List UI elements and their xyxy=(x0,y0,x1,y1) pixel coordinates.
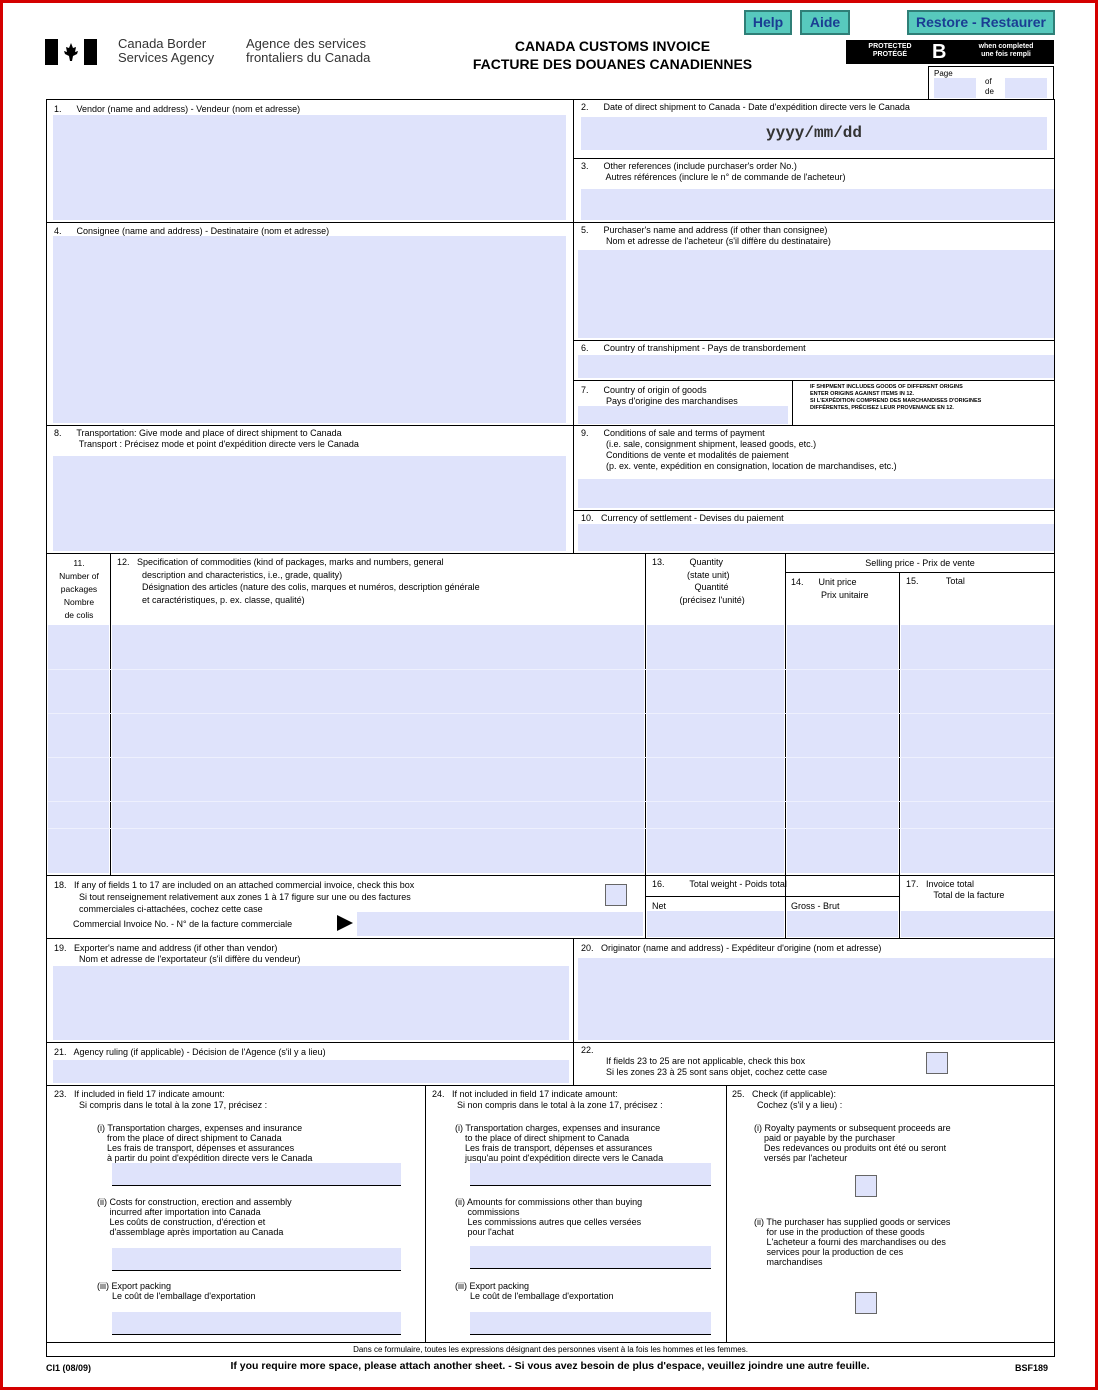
form-code: BSF189 xyxy=(1015,1363,1049,1373)
aide-button[interactable]: Aide xyxy=(800,10,850,35)
f24-commissions-input[interactable] xyxy=(470,1246,711,1268)
gross-weight-input[interactable] xyxy=(787,911,898,937)
transhipment-country-input[interactable] xyxy=(578,355,1054,378)
field-5-label: 5. Purchaser's name and address (if other than consignee) Nom et adresse de l'acheteur (s'il diffère du destinataire) xyxy=(581,225,831,246)
field-24-label: 24. If not included in field 17 indicate amount: Si non compris dans le total à la zone 17, précisez : xyxy=(432,1089,663,1110)
field-22-label: 22. If fields 23 to 25 are not applicable, check this box Si les zones 23 à 25 sont sans objet, cochez cette case xyxy=(581,1045,828,1077)
gender-note: Dans ce formulaire, toutes les expressions désignant des personnes visent à la fois les hommes et les femmes. xyxy=(353,1345,748,1354)
field-24-iii-label: (iii) Export packing Le coût de l'emballage d'exportation xyxy=(455,1281,614,1301)
field-16-label: 16. Total weight - Poids total xyxy=(652,879,787,889)
form-title-fr: FACTURE DES DOUANES CANADIENNES xyxy=(472,56,753,72)
field-10-label: 10. Currency of settlement - Devises du paiement xyxy=(581,513,784,523)
field-2-label: 2. Date of direct shipment to Canada - Date d'expédition directe vers le Canada xyxy=(581,102,910,112)
field-23-iii-label: (iii) Export packing Le coût de l'emballage d'exportation xyxy=(97,1281,256,1301)
originator-input[interactable] xyxy=(578,958,1054,1040)
field-7-label: 7. Country of origin of goods Pays d'origine des marchandises xyxy=(581,385,738,406)
help-button[interactable]: Help xyxy=(744,10,792,35)
canada-flag-icon xyxy=(45,39,97,65)
net-weight-label: Net xyxy=(652,901,667,911)
field-12-label: 12. Specification of commodities (kind of packages, marks and numbers, general description and characteristics, i.e., grade, quality) Désignation des articles (nature des colis, marques et numéros, description générale et caractéristiques, p. ex. classe, qualité) xyxy=(117,557,480,605)
total-column-input[interactable] xyxy=(901,625,1054,873)
not-applicable-checkbox[interactable] xyxy=(926,1052,948,1074)
field-17-label: 17. Invoice total Total de la facture xyxy=(906,879,1005,900)
agency-name-en: Canada Border Services Agency xyxy=(118,36,215,65)
shipment-date-input[interactable]: yyyy/mm/dd xyxy=(581,117,1047,150)
f24-transport-input[interactable] xyxy=(470,1163,711,1185)
exporter-input[interactable] xyxy=(53,966,569,1040)
field-23-label: 23. If included in field 17 indicate amount: Si compris dans le total à la zone 17, précisez : xyxy=(54,1089,268,1110)
selling-price-label: Selling price - Prix de vente xyxy=(865,558,975,568)
supplied-goods-checkbox[interactable] xyxy=(855,1292,877,1314)
packages-column-input[interactable] xyxy=(48,625,109,873)
origin-country-input[interactable] xyxy=(578,406,788,424)
page-number-input[interactable] xyxy=(934,78,976,98)
specification-column-input[interactable] xyxy=(112,625,644,873)
field-24-ii-label: (ii) Amounts for commissions other than buying commissions Les commissions autres que celles versées pour l'achat xyxy=(455,1197,643,1237)
transportation-input[interactable] xyxy=(53,456,566,551)
field-23-i-label: (i) Transportation charges, expenses and insurance from the place of direct shipment to Canada Les frais de transport, dépenses et assurances à partir du point d'expédition directe vers le Canada xyxy=(97,1123,313,1163)
vendor-input[interactable] xyxy=(53,115,566,220)
of-label: of de xyxy=(985,77,994,96)
field-13-label: 13. Quantity (state unit) Quantité (précisez l'unité) xyxy=(652,557,745,605)
field-20-label: 20. Originator (name and address) - Expéditeur d'origine (nom et adresse) xyxy=(581,943,882,953)
quantity-column-input[interactable] xyxy=(647,625,784,873)
field-25-i-label: (i) Royalty payments or subsequent proceeds are paid or payable by the purchaser Des redevances ou produits ont été ou seront versés par l'acheteur xyxy=(754,1123,951,1163)
field-24-i-label: (i) Transportation charges, expenses and insurance to the place of direct shipment to Canada Les frais de transport, dépenses et assurances jusqu'au point d'expédition directe vers le Canada xyxy=(455,1123,664,1163)
field-7-note: IF SHIPMENT INCLUDES GOODS OF DIFFERENT ORIGINS ENTER ORIGINS AGAINST ITEMS IN 12. SI L'EXPÉDITION COMPREND DES MARCHANDISES D'ORIGINES DIFFÉRENTES, PRÉCISEZ LEUR PROVENANCE EN 12. xyxy=(810,384,982,411)
f23-packing-input[interactable] xyxy=(112,1312,401,1334)
f23-transport-input[interactable] xyxy=(112,1163,401,1185)
commercial-invoice-input[interactable] xyxy=(357,912,643,936)
attached-invoice-checkbox[interactable] xyxy=(605,884,627,906)
protected-label: PROTECTED PROTÉGÉ xyxy=(868,43,912,58)
net-weight-input[interactable] xyxy=(647,911,784,937)
field-11-label: 11. Number of packages Nombre de colis xyxy=(59,558,99,620)
field-23-ii-label: (ii) Costs for construction, erection and assembly incurred after importation into Canada Les coûts de construction, d'érection et d'assemblage après importation au Canada xyxy=(97,1197,292,1237)
unit-price-column-input[interactable] xyxy=(787,625,898,873)
field-25-ii-label: (ii) The purchaser has supplied goods or services for use in the production of these goods L'acheteur a fourni des marchandises ou des services pour la production de ces marchandises xyxy=(754,1217,951,1267)
invoice-total-input[interactable] xyxy=(901,911,1054,937)
purchaser-input[interactable] xyxy=(578,250,1054,338)
page-label: Page xyxy=(934,69,953,78)
field-8-label: 8. Transportation: Give mode and place of direct shipment to Canada Transport : Précisez mode et point d'expédition directe vers le Canada xyxy=(54,428,359,449)
arrow-right-icon xyxy=(337,915,353,931)
royalty-checkbox[interactable] xyxy=(855,1175,877,1197)
other-references-input[interactable] xyxy=(581,189,1054,220)
page-total-input[interactable] xyxy=(1005,78,1047,98)
field-3-label: 3. Other references (include purchaser's order No.) Autres références (inclure le n° de commande de l'acheteur) xyxy=(581,161,846,182)
field-21-label: 21. Agency ruling (if applicable) - Décision de l'Agence (s'il y a lieu) xyxy=(54,1047,326,1057)
field-19-label: 19. Exporter's name and address (if other than vendor) Nom et adresse de l'exportateur (s'il diffère du vendeur) xyxy=(54,943,301,964)
field-25-label: 25. Check (if applicable): Cochez (s'il y a lieu) : xyxy=(732,1089,843,1110)
protected-b-banner xyxy=(846,40,1054,64)
conditions-of-sale-input[interactable] xyxy=(578,479,1054,508)
consignee-input[interactable] xyxy=(53,236,566,423)
field-9-label: 9. Conditions of sale and terms of payment (i.e. sale, consignment shipment, leased goods, etc.) Conditions de vente et modalités de paiement (p. ex. vente, expédition en consignation, location de marchandises, etc.) xyxy=(581,428,897,471)
field-14-label: 14. Unit price Prix unitaire xyxy=(791,577,869,600)
protected-level: B xyxy=(932,41,947,63)
f23-construction-input[interactable] xyxy=(112,1248,401,1270)
field-6-label: 6. Country of transhipment - Pays de transbordement xyxy=(581,343,806,353)
field-15-label: 15. Total xyxy=(906,576,965,586)
gross-weight-label: Gross - Brut xyxy=(791,901,840,911)
agency-ruling-input[interactable] xyxy=(53,1060,569,1083)
field-18-label: 18. If any of fields 1 to 17 are included on an attached commercial invoice, check this box Si tout renseignement relativement aux zones 1 à 17 figure sur une ou des factures commerciales ci-attachées, cochez cette case xyxy=(54,880,415,914)
currency-input[interactable] xyxy=(578,524,1054,551)
form-id: CI1 (08/09) xyxy=(46,1363,92,1373)
agency-name-fr: Agence des services frontaliers du Canada xyxy=(246,36,371,65)
protected-note: when completed une fois rempli xyxy=(978,43,1034,58)
commercial-invoice-label: Commercial Invoice No. - N° de la facture commerciale xyxy=(73,919,293,929)
f24-packing-input[interactable] xyxy=(470,1312,711,1334)
field-1-label: 1. Vendor (name and address) - Vendeur (nom et adresse) xyxy=(54,104,301,114)
field-4-label: 4. Consignee (name and address) - Destinataire (nom et adresse) xyxy=(54,226,330,236)
form-title-en: CANADA CUSTOMS INVOICE xyxy=(514,38,711,54)
more-space-note: If you require more space, please attach another sheet. - Si vous avez besoin de plus d'espace, veuillez joindre une autre feuille. xyxy=(230,1360,870,1372)
restore-button[interactable]: Restore - Restaurer xyxy=(907,10,1055,35)
